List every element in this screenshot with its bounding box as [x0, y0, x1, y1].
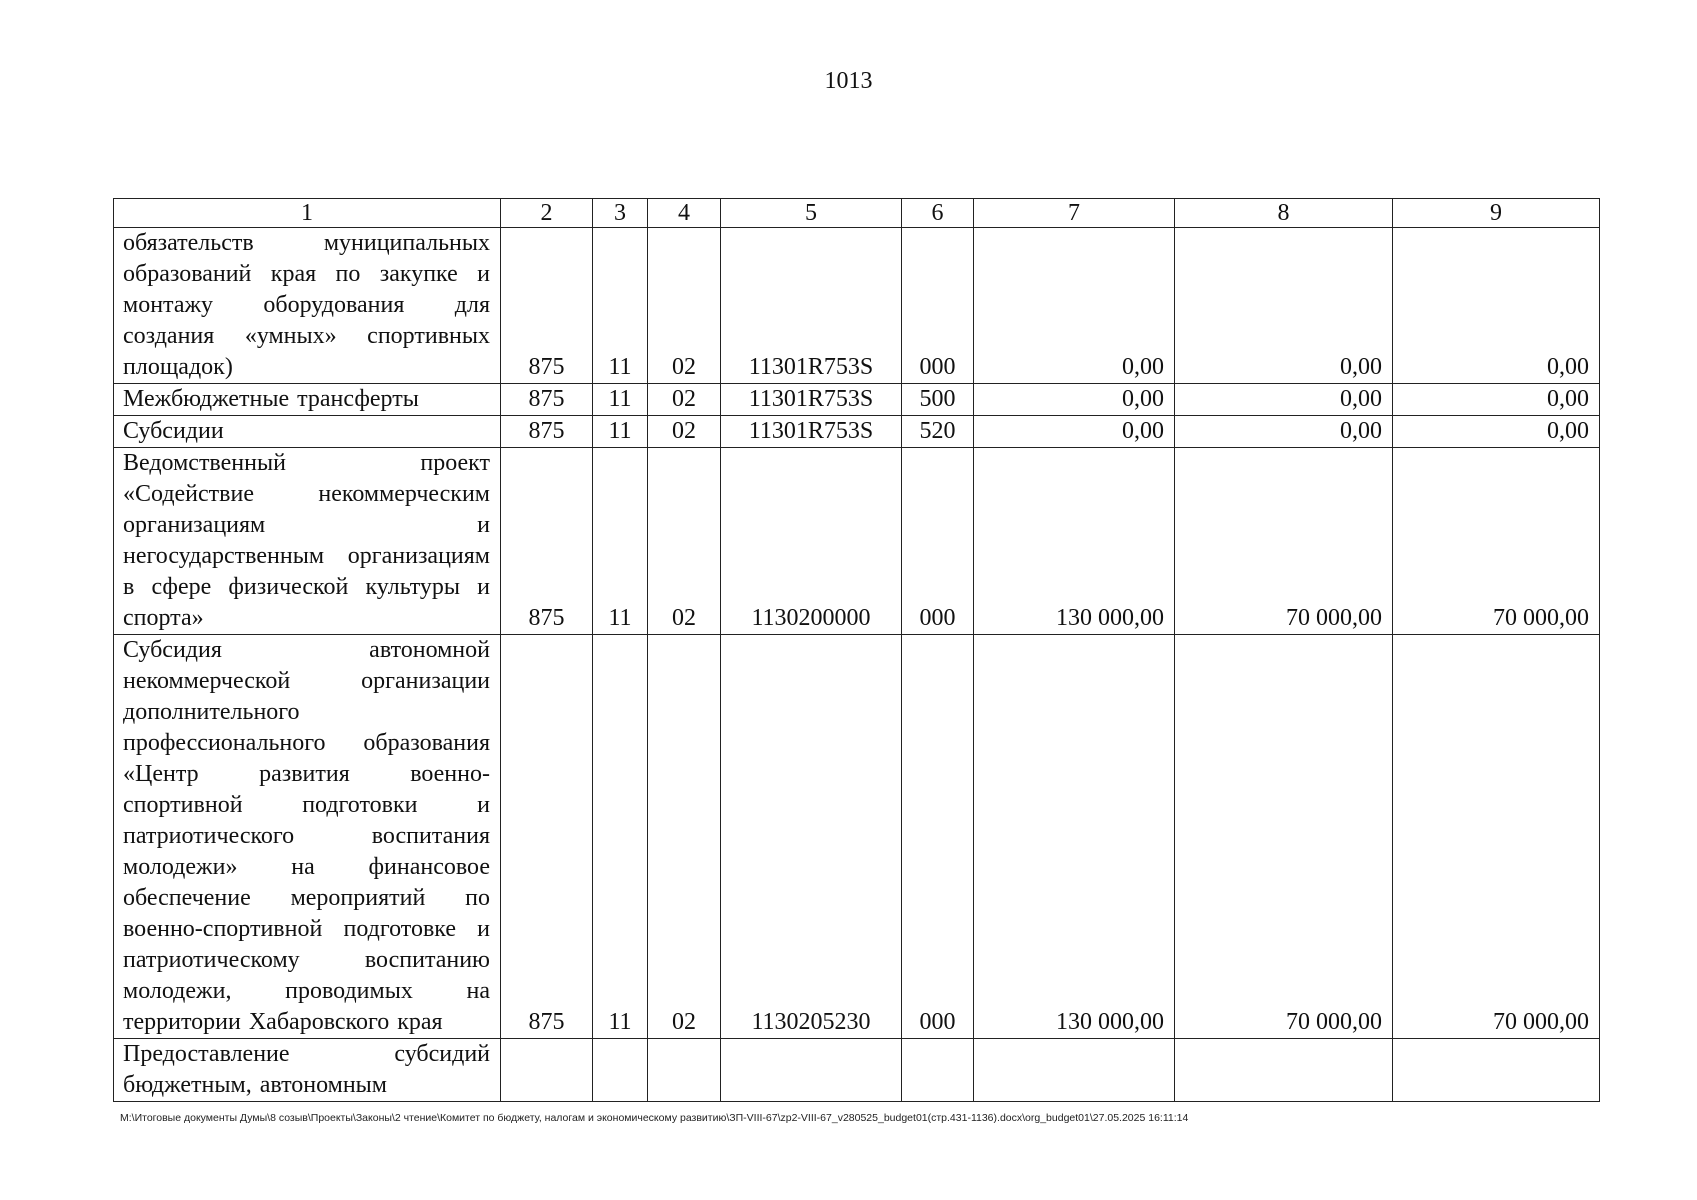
header-cell: 3	[593, 199, 648, 228]
cell-col4: 02	[648, 448, 721, 635]
cell-col3: 11	[593, 448, 648, 635]
cell-col8: 0,00	[1175, 228, 1393, 384]
header-cell: 1	[114, 199, 501, 228]
cell-col7: 0,00	[974, 384, 1175, 416]
cell-col6: 000	[902, 228, 974, 384]
cell-col8	[1175, 1039, 1393, 1102]
cell-col2: 875	[501, 635, 593, 1039]
table-row	[114, 416, 1600, 448]
cell-col9: 0,00	[1393, 228, 1600, 384]
cell-col6	[902, 1039, 974, 1102]
footer-file-path: M:\Итоговые документы Думы\8 созыв\Проекты\Законы\2 чтение\Комитет по бюджету, налогам и экономическому развитию\ЗП-VIII-67\zp2-VIII-67_v280525_budget01(стр.431-1136).docx\org_budget01\27.05.2025 16:11:14	[120, 1112, 1189, 1124]
header-cell: 9	[1393, 199, 1600, 228]
header-cell: 5	[721, 199, 902, 228]
table-row	[114, 384, 1600, 416]
cell-col3: 11	[593, 416, 648, 448]
row-description: обязательств муниципальных образований края по закупке и монтажу оборудования для создания «умных» спортивных площадок)	[114, 228, 501, 384]
table-row	[114, 1039, 1600, 1102]
cell-col7: 0,00	[974, 416, 1175, 448]
header-cell: 8	[1175, 199, 1393, 228]
cell-col9: 70 000,00	[1393, 635, 1600, 1039]
cell-col6: 500	[902, 384, 974, 416]
cell-col7	[974, 1039, 1175, 1102]
cell-col4: 02	[648, 635, 721, 1039]
row-description: Субсидия автономной некоммерческой организации дополнительного профессионального образования «Центр развития военно-спортивной подготовки и патриотического воспитания молодежи» на финансовое обеспечение мероприятий по военно-спортивной подготовке и патриотическому воспитанию молодежи, проводимых на территории Хабаровского края	[114, 635, 501, 1039]
cell-col2: 875	[501, 416, 593, 448]
cell-col6: 000	[902, 448, 974, 635]
cell-col9	[1393, 1039, 1600, 1102]
header-cell: 2	[501, 199, 593, 228]
cell-col7: 130 000,00	[974, 635, 1175, 1039]
cell-col2: 875	[501, 384, 593, 416]
row-description: Субсидии	[114, 416, 501, 448]
cell-col6: 000	[902, 635, 974, 1039]
cell-col3: 11	[593, 635, 648, 1039]
table-row	[114, 228, 1600, 384]
cell-col5: 11301R753S	[721, 416, 902, 448]
table-row	[114, 448, 1600, 635]
cell-col3	[593, 1039, 648, 1102]
cell-col6: 520	[902, 416, 974, 448]
cell-col9: 0,00	[1393, 416, 1600, 448]
cell-col2: 875	[501, 228, 593, 384]
cell-col4: 02	[648, 228, 721, 384]
cell-col8: 0,00	[1175, 384, 1393, 416]
cell-col8: 70 000,00	[1175, 448, 1393, 635]
cell-col5: 1130200000	[721, 448, 902, 635]
table-row	[114, 635, 1600, 1039]
cell-col9: 70 000,00	[1393, 448, 1600, 635]
cell-col2: 875	[501, 448, 593, 635]
table-header-row	[114, 199, 1600, 228]
row-description: Ведомственный проект «Содействие некоммерческим организациям и негосударственным организациям в сфере физической культуры и спорта»	[114, 448, 501, 635]
cell-col4: 02	[648, 384, 721, 416]
cell-col5: 11301R753S	[721, 228, 902, 384]
cell-col4: 02	[648, 416, 721, 448]
cell-col4	[648, 1039, 721, 1102]
cell-col5: 1130205230	[721, 635, 902, 1039]
cell-col7: 0,00	[974, 228, 1175, 384]
row-description: Предоставление субсидий бюджетным, автономным	[114, 1039, 501, 1102]
cell-col5	[721, 1039, 902, 1102]
page-number: 1013	[824, 68, 873, 94]
cell-col9: 0,00	[1393, 384, 1600, 416]
header-cell: 4	[648, 199, 721, 228]
header-cell: 6	[902, 199, 974, 228]
cell-col2	[501, 1039, 593, 1102]
cell-col3: 11	[593, 384, 648, 416]
cell-col3: 11	[593, 228, 648, 384]
header-cell: 7	[974, 199, 1175, 228]
cell-col8: 0,00	[1175, 416, 1393, 448]
cell-col7: 130 000,00	[974, 448, 1175, 635]
cell-col8: 70 000,00	[1175, 635, 1393, 1039]
cell-col5: 11301R753S	[721, 384, 902, 416]
row-description: Межбюджетные трансферты	[114, 384, 501, 416]
budget-table	[113, 198, 1600, 1102]
